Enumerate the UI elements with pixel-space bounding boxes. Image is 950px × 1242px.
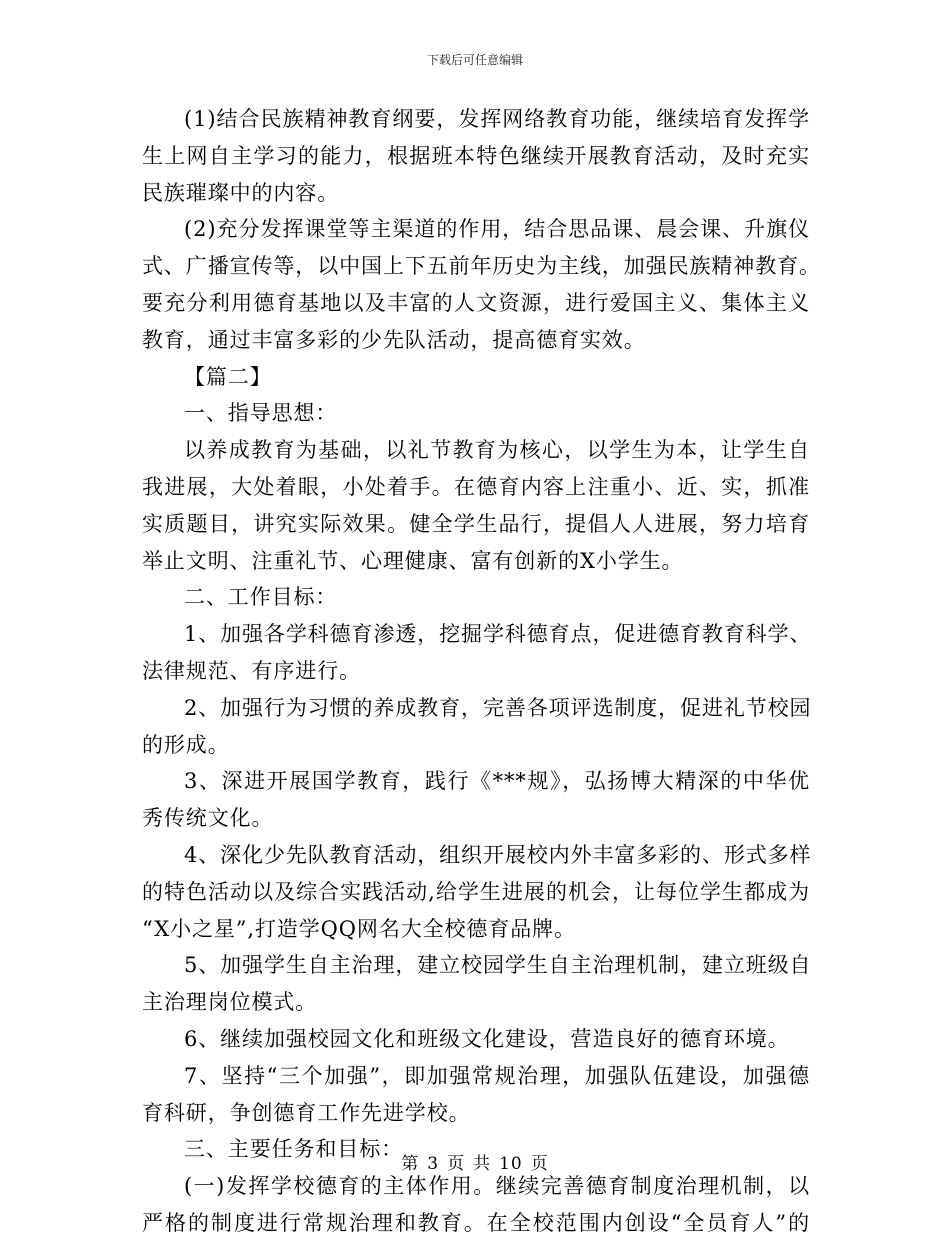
- text-line: 4、深化少先队教育活动，组织开展校内外丰富多彩的、形式多样: [184, 842, 812, 867]
- paragraph: [142, 1168, 810, 1242]
- text-line: 1、加强各学科德育渗透，挖掘学科德育点，促进德育教育科学、: [184, 622, 812, 647]
- text-line: 我进展，大处着眼，小处着手。在德育内容上注重小、近、实，抓准: [142, 474, 810, 499]
- text-line: 以养成教育为基础，以礼节教育为核心，以学生为本，让学生自: [184, 438, 810, 463]
- page-header: 下载后可任意编辑: [426, 53, 523, 67]
- page-footer: [0, 1153, 950, 1175]
- total-label: 共: [473, 1154, 492, 1174]
- text-line: 【篇二】: [184, 364, 272, 389]
- text-line: “X小之星”,打造学QQ网名大全校德育品牌。: [142, 916, 576, 941]
- text-line: 教育，通过丰富多彩的少先队活动，提高德育实效。: [142, 327, 646, 352]
- text-line: 2、加强行为习惯的养成教育，完善各项评选制度，促进礼节校园: [184, 695, 812, 720]
- text-line: 实质题目，讲究实际效果。健全学生品行，提倡人人进展，努力培育: [142, 511, 810, 536]
- paragraph: [142, 395, 810, 432]
- paragraph: [142, 211, 821, 358]
- text-line: 一、指导思想：: [184, 401, 338, 426]
- text-line: 式、广播宣传等，以中国上下五前年历史为主线，加强民族精神教育。: [142, 254, 821, 279]
- paragraph: [142, 1058, 810, 1132]
- page-label: 第: [401, 1154, 420, 1174]
- page-unit-label-2: 页: [530, 1154, 549, 1174]
- paragraph: [142, 837, 810, 947]
- paragraph: [142, 763, 810, 837]
- text-line: 民族璀璨中的内容。: [142, 180, 340, 205]
- current-page-number: 3: [427, 1154, 440, 1174]
- paragraph: [142, 1021, 810, 1058]
- document-body: [142, 101, 821, 1242]
- text-line: 二、工作目标：: [184, 585, 338, 610]
- text-line: 生上网自主学习的能力，根据班本特色继续开展教育活动，及时充实: [142, 143, 810, 168]
- text-line: 三、主要任务和目标：: [184, 1137, 403, 1162]
- page-unit-label: 页: [447, 1154, 466, 1174]
- text-line: 5、加强学生自主治理，建立校园学生自主治理机制，建立班级自: [184, 953, 812, 978]
- paragraph: [142, 947, 810, 1021]
- text-line: 主治理岗位模式。: [142, 990, 318, 1015]
- paragraph: [142, 690, 810, 764]
- text-line: 严格的制度进行常规治理和教育。在全校范围内创设“全员育人”的: [142, 1210, 810, 1235]
- text-line: 育科研，争创德育工作先进学校。: [142, 1100, 471, 1125]
- text-line: 要充分利用德育基地以及丰富的人文资源，进行爱国主义、集体主义: [142, 290, 810, 315]
- text-line: 7、坚持“三个加强”，即加强常规治理，加强队伍建设，加强德: [184, 1063, 810, 1088]
- text-line: (1)结合民族精神教育纲要，发挥网络教育功能，继续培育发挥学: [184, 107, 810, 131]
- paragraph: [142, 101, 810, 211]
- paragraph: [142, 432, 810, 579]
- text-line: 法律规范、有序进行。: [142, 658, 361, 683]
- text-line: 的特色活动以及综合实践活动,给学生进展的机会，让每位学生都成为: [142, 879, 810, 904]
- text-line: 举止文明、注重礼节、心理健康、富有创新的X小学生。: [142, 548, 684, 573]
- paragraph: [142, 616, 810, 690]
- text-line: 秀传统文化。: [142, 806, 274, 831]
- text-line: (2)充分发挥课堂等主渠道的作用，结合思品课、晨会课、升旗仪: [184, 217, 810, 242]
- paragraph: [142, 359, 810, 396]
- text-line: (一)发挥学校德育的主体作用。继续完善德育制度治理机制，以: [184, 1174, 810, 1199]
- text-line: 的形成。: [142, 732, 230, 757]
- text-line: 3、深进开展国学教育，践行《***规》，弘扬博大精深的中华优: [184, 769, 810, 794]
- paragraph: [142, 579, 810, 616]
- text-line: 6、继续加强校园文化和班级文化建设，营造良好的德育环境。: [184, 1026, 790, 1051]
- total-pages-number: 10: [499, 1154, 523, 1174]
